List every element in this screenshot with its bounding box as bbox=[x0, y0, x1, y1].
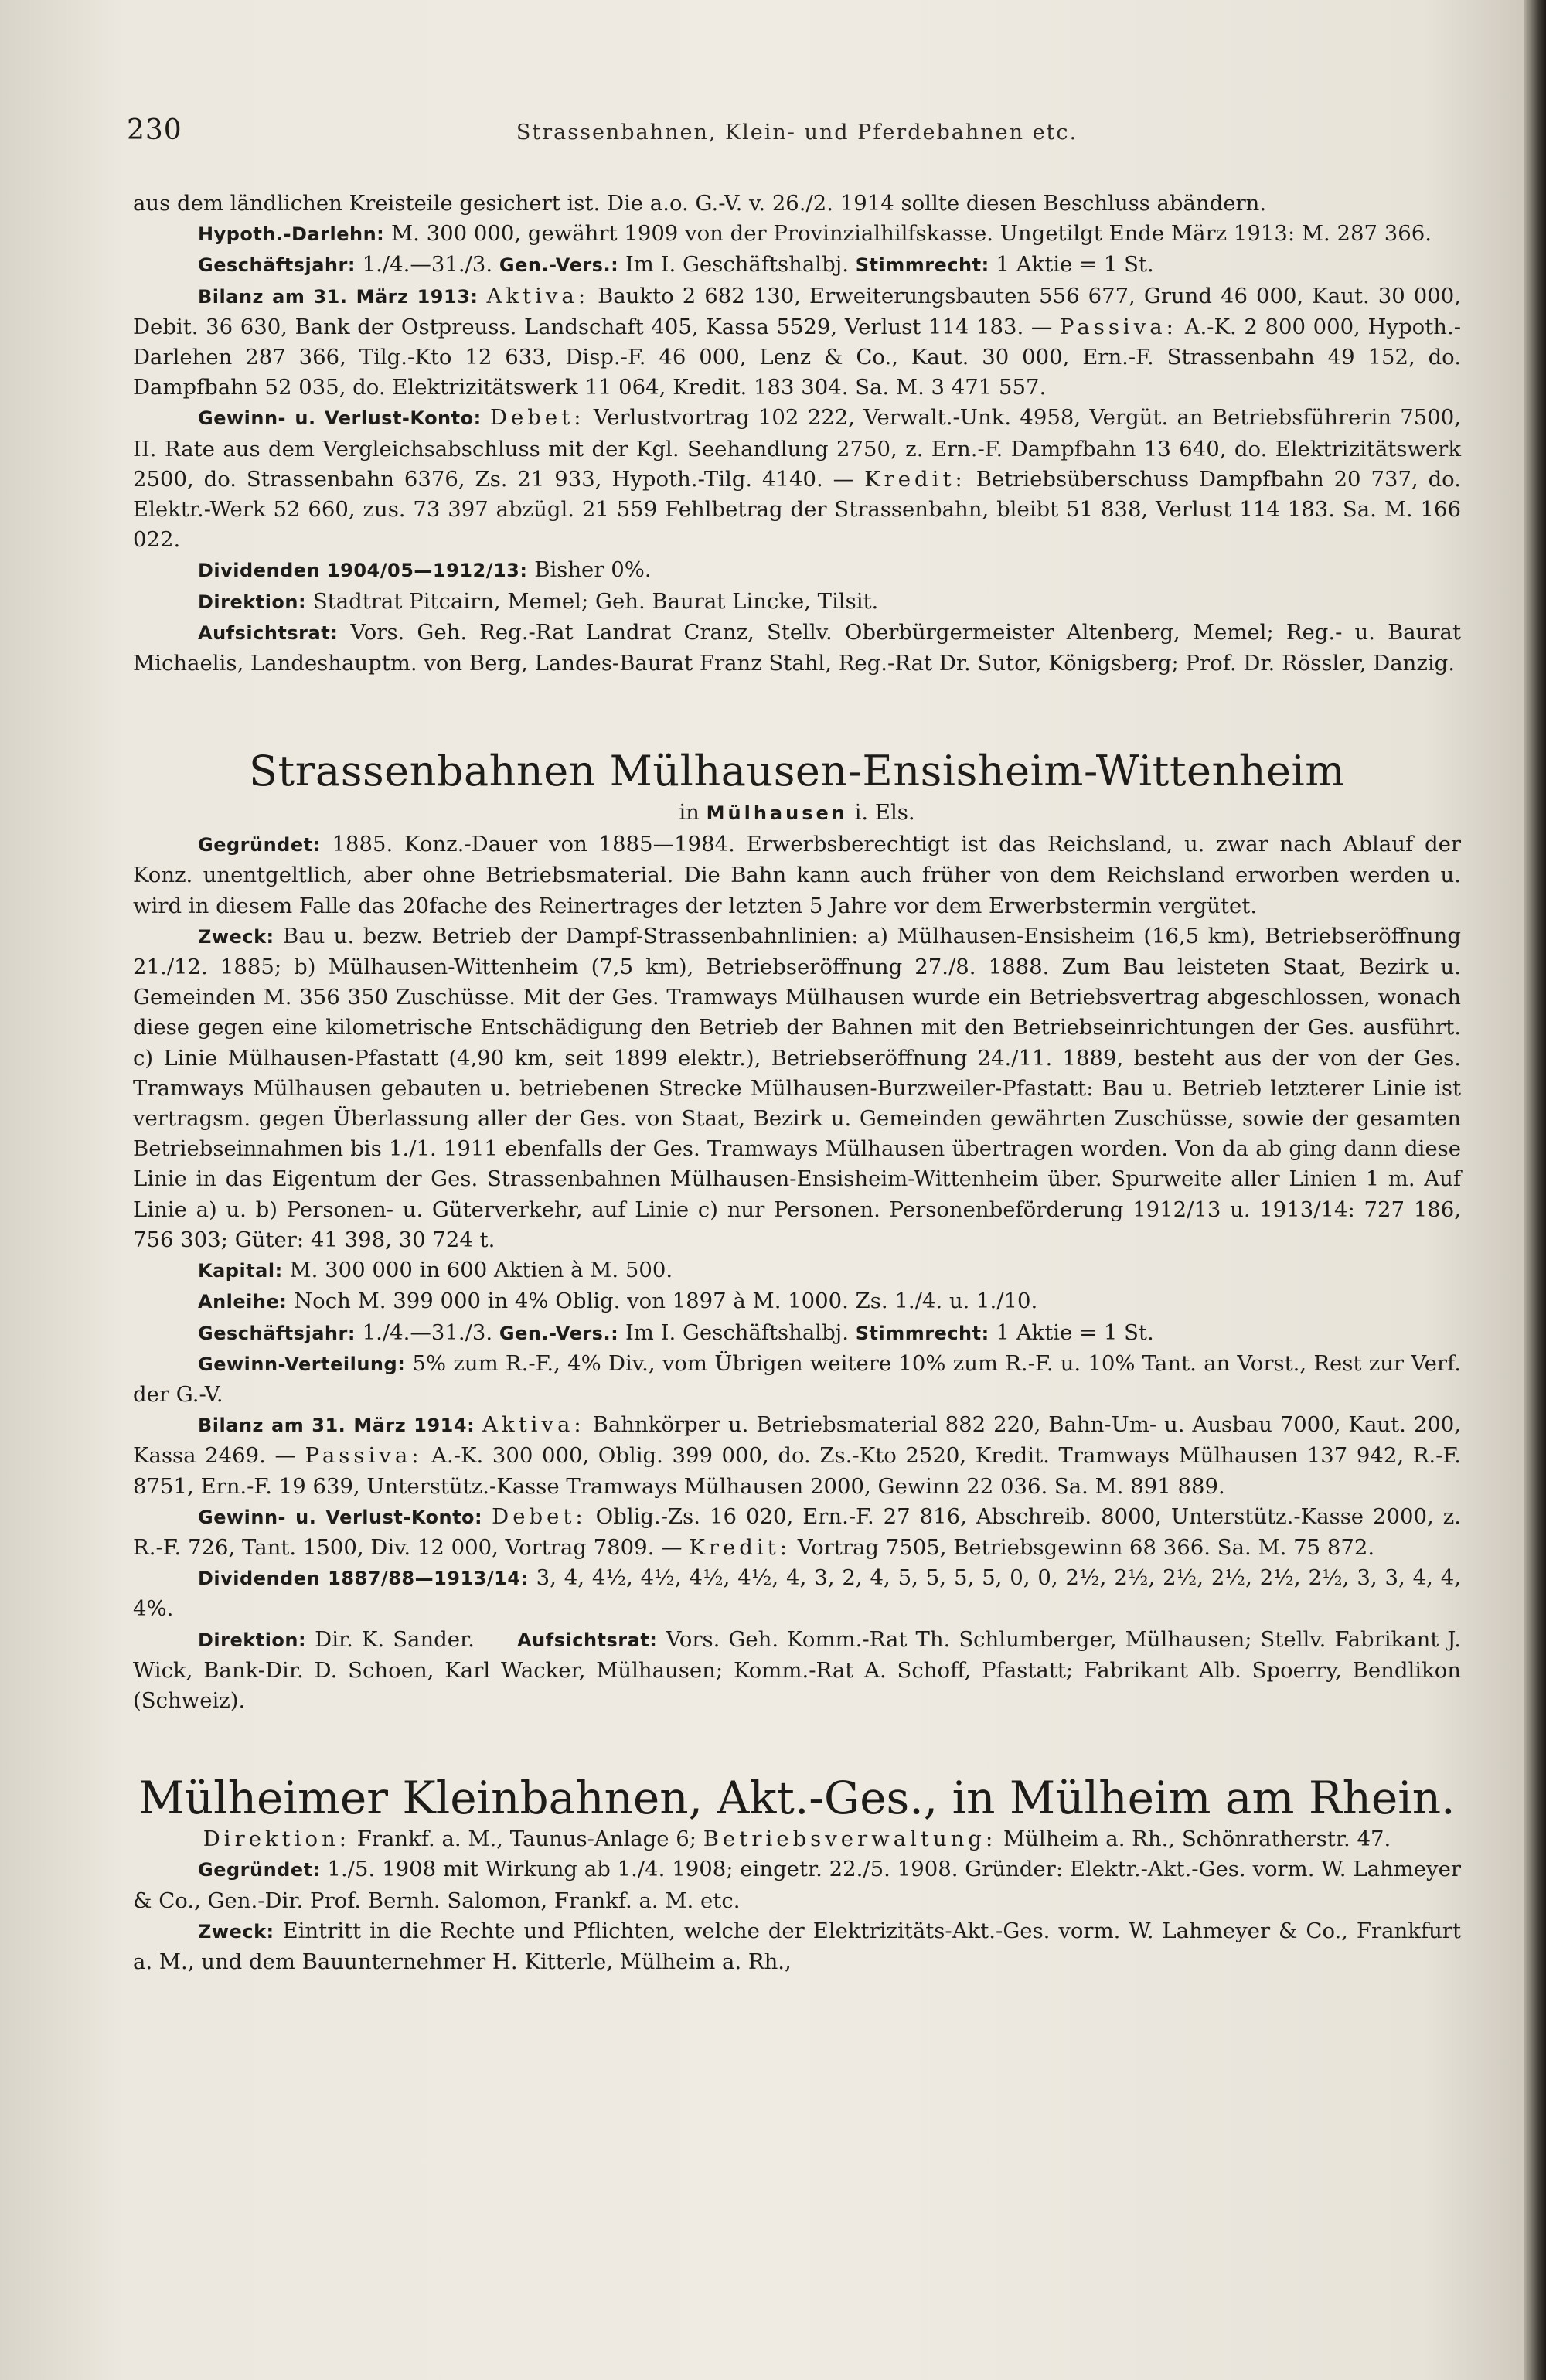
running-title: Strassenbahnen, Klein- und Pferdebahnen etc. bbox=[516, 121, 1078, 145]
gewinnverteilung-paragraph: Gewinn-Verteilung: 5% zum R.-F., 4% Div., vom Übrigen weitere 10% zum R.-F. u. 10% Tant. an Vorst., Rest zur Verf. der G.-V. bbox=[133, 1350, 1461, 1407]
bilanz-paragraph: Bilanz am 31. März 1914: Aktiva: Bahnkörper u. Betriebsmaterial 882 220, Bahn-Um- u. Ausbau 7000, Kaut. 200, Kassa 2469. — Passiva: A.-K. 300 000, Oblig. 399 000, do. Zs.-Kto 2520, Kredit. Tramways Mülhausen 137 942, R.-F. 8751, Ern.-F. 19 639, Unterstütz.-Kasse Tramways Mülhausen 2000, Gewinn 22 036. Sa. M. 891 889. bbox=[133, 1412, 1461, 1499]
hypoth-paragraph: Hypoth.-Darlehn: M. 300 000, gewährt 1909 von der Provinzialhilfskasse. Ungetilgt Ende März 1913: M. 287 366. bbox=[198, 221, 1432, 247]
dividenden-paragraph: Dividenden 1887/88—1913/14: 3, 4, 4½, 4½, 4½, 4½, 4, 3, 2, 4, 5, 5, 5, 5, 0, 0, 2½, 2½, 2½, 2½, 2½, 2½, 3, 3, 4, 4, 4%. bbox=[133, 1565, 1462, 1622]
zweck-paragraph: Zweck: Bau u. bezw. Betrieb der Dampf-Strassenbahnlinien: a) Mülhausen-Ensisheim (16,5 km), Betriebseröffnung 21./12. 1885; b) Mülhausen-Wittenheim (7,5 km), Betriebseröffnung 27./8. 1888. Zum Bau leisteten Staat, Bezirk u. Gemeinden M. 356 350 Zuschüsse. Mit der Ges. Tramways Mülhausen wurde ein Betriebsvertrag abgeschlossen, wonach diese gegen eine kilometrische Entschädigung den Betrieb der Bahnen mit den Betriebseinrichtungen der Ges. ausführt. c) Linie Mülhausen-Pfastatt (4,90 km, seit 1899 elektr.), Betriebseröffnung 24./11. 1889, besteht aus der von der Ges. Tramways Mülhausen gebauten u. betriebenen Strecke Mülhausen-Burzweiler-Pfastatt: Bau u. Betrieb letzterer Linie ist vertragsm. gegen Überlassung aller der Ges. von Staat, Bezirk u. Gemeinden gewährten Zuschüsse, sowie der gesamten Betriebseinnahmen bis 1./1. 1911 ebenfalls der Ges. Tramways Mülhausen übertragen worden. Von da ab ging dann diese Linie in das Eigentum der Ges. Strassenbahnen Mülhausen-Ensisheim-Wittenheim über. Spurweite aller Linien 1 m. Auf Linie a) u. b) Personen- u. Güterverkehr, auf Linie c) nur Personen. Personenbeförderung 1912/13 u. 1913/14: 727 186, 756 303; Güter: 41 398, 30 724 t. bbox=[133, 923, 1461, 1252]
book-spine-shadow bbox=[1524, 0, 1546, 2380]
gegruendet-paragraph: Gegründet: 1885. Konz.-Dauer von 1885—1984. Erwerbsberechtigt ist das Reichsland, u. zwar nach Ablauf der Konz. unentgeltlich, aber ohne Betriebsmaterial. Die Bahn kann auch früher von dem Reichsland erworben werden u. wird in diesem Falle das 20fache des Reinertrages der letzten 5 Jahre vor dem Erwerbstermin vergütet. bbox=[133, 832, 1461, 918]
page-number: 230 bbox=[127, 114, 182, 146]
gewinn-paragraph: Gewinn- u. Verlust-Konto: Debet: Oblig.-Zs. 16 020, Ern.-F. 27 816, Abschreib. 8000, Unterstütz.-Kasse 2000, z. R.-F. 726, Tant. 1500, Div. 12 000, Vortrag 7809. — Kredit: Vortrag 7505, Betriebsgewinn 68 366. Sa. M. 75 872. bbox=[133, 1503, 1462, 1560]
bilanz-paragraph: Bilanz am 31. März 1913: Aktiva: Baukto 2 682 130, Erweiterungsbauten 556 677, Grund 46 000, Kaut. 30 000, Debit. 36 630, Bank der Ostpreuss. Landschaft 405, Kassa 5529, Verlust 114 183. — Passiva: A.-K. 2 800 000, Hypoth.-Darlehen 287 366, Tilg.-Kto 12 633, Disp.-F. 46 000, Lenz & Co., Kaut. 30 000, Ern.-F. Strassenbahn 49 152, do. Dampfbahn 52 035, do. Elektrizitätswerk 11 064, Kredit. 183 304. Sa. M. 3 471 557. bbox=[133, 283, 1461, 400]
gegruendet-paragraph: Gegründet: 1./5. 1908 mit Wirkung ab 1./4. 1908; eingetr. 22./5. 1908. Gründer: Elektr.-Akt.-Ges. vorm. W. Lahmeyer & Co., Gen.-Dir. Prof. Bernh. Salomon, Frankf. a. M. etc. bbox=[133, 1857, 1462, 1913]
running-head bbox=[127, 114, 1461, 161]
gewinn-paragraph: Gewinn- u. Verlust-Konto: Debet: Verlustvortrag 102 222, Verwalt.-Unk. 4958, Vergüt. an Betriebsführerin 7500, II. Rate aus dem Vergleichsabschluss mit der Kgl. Seehandlung 2750, z. Ern.-F. Dampfbahn 13 640, do. Elektrizitätswerk 2500, do. Strassenbahn 6376, Zs. 21 933, Hypoth.-Tilg. 4140. — Kredit: Betriebsüberschuss Dampfbahn 20 737, do. Elektr.-Werk 52 660, zus. 73 397 abzügl. 21 559 Fehlbetrag der Strassenbahn, bleibt 51 838, Verlust 114 183. Sa. M. 166 022. bbox=[133, 405, 1461, 553]
aufsichtsrat-paragraph: Aufsichtsrat: Vors. Geh. Reg.-Rat Landrat Cranz, Stellv. Oberbürgermeister Altenberg, Memel; Reg.- u. Baurat Michaelis, Landeshauptm. von Berg, Landes-Baurat Franz Stahl, Reg.-Rat Dr. Sutor, Königsberg; Prof. Dr. Rössler, Danzig. bbox=[133, 619, 1461, 676]
entry-title: Mülheimer Kleinbahnen, Akt.-Ges., in Mülheim am Rhein. bbox=[138, 1772, 1456, 1825]
entry-subtitle: in Mülhausen i. Els. bbox=[679, 800, 915, 826]
entry-muelheim bbox=[133, 1773, 1461, 1977]
direktion-paragraph: Direktion: Frankf. a. M., Taunus-Anlage 6; Betriebsverwaltung: Mülheim a. Rh., Schönratherstr. 47. bbox=[203, 1827, 1391, 1852]
anleihe-paragraph: Anleihe: Noch M. 399 000 in 4% Oblig. von 1897 à M. 1000. Zs. 1./4. u. 1./10. bbox=[198, 1289, 1038, 1314]
admin-paragraph: Geschäftsjahr: 1./4.—31./3. Gen.-Vers.: Im I. Geschäftshalbj. Stimmrecht: 1 Aktie = 1 St. bbox=[198, 252, 1154, 277]
dividenden-paragraph: Dividenden 1904/05—1912/13: Bisher 0%. bbox=[198, 557, 652, 583]
admin-paragraph: Geschäftsjahr: 1./4.—31./3. Gen.-Vers.: Im I. Geschäftshalbj. Stimmrecht: 1 Aktie = 1 St. bbox=[198, 1319, 1154, 1345]
direktion-paragraph: Direktion: Stadtrat Pitcairn, Memel; Geh. Baurat Lincke, Tilsit. bbox=[198, 588, 879, 614]
intro-paragraph: aus dem ländlichen Kreisteile gesichert ist. Die a.o. G.-V. v. 26./2. 1914 sollte diesen Beschluss abändern. bbox=[133, 191, 1267, 216]
direktion-aufsichtsrat-paragraph: Direktion: Dir. K. Sander. Aufsichtsrat: Vors. Geh. Komm.-Rat Th. Schlumberger, Mülhausen; Stellv. Fabrikant J. Wick, Bank-Dir. D. Schoen, Karl Wacker, Mülhausen; Komm.-Rat A. Schoff, Pfastatt; Fabrikant Alb. Spoerry, Bendlikon (Schweiz). bbox=[133, 1626, 1461, 1713]
kapital-paragraph: Kapital: M. 300 000 in 600 Aktien à M. 500. bbox=[198, 1258, 673, 1283]
zweck-paragraph: Zweck: Eintritt in die Rechte und Pflichten, welche der Elektrizitäts-Akt.-Ges. vorm. W. Lahmeyer & Co., Frankfurt a. M., und dem Bauunternehmer H. Kitterle, Mülheim a. Rh., bbox=[133, 1918, 1461, 1974]
continuation-entry bbox=[133, 189, 1461, 679]
entry-muelhausen bbox=[133, 747, 1461, 1716]
entry-title: Strassenbahnen Mülhausen-Ensisheim-Wittenheim bbox=[249, 747, 1345, 796]
